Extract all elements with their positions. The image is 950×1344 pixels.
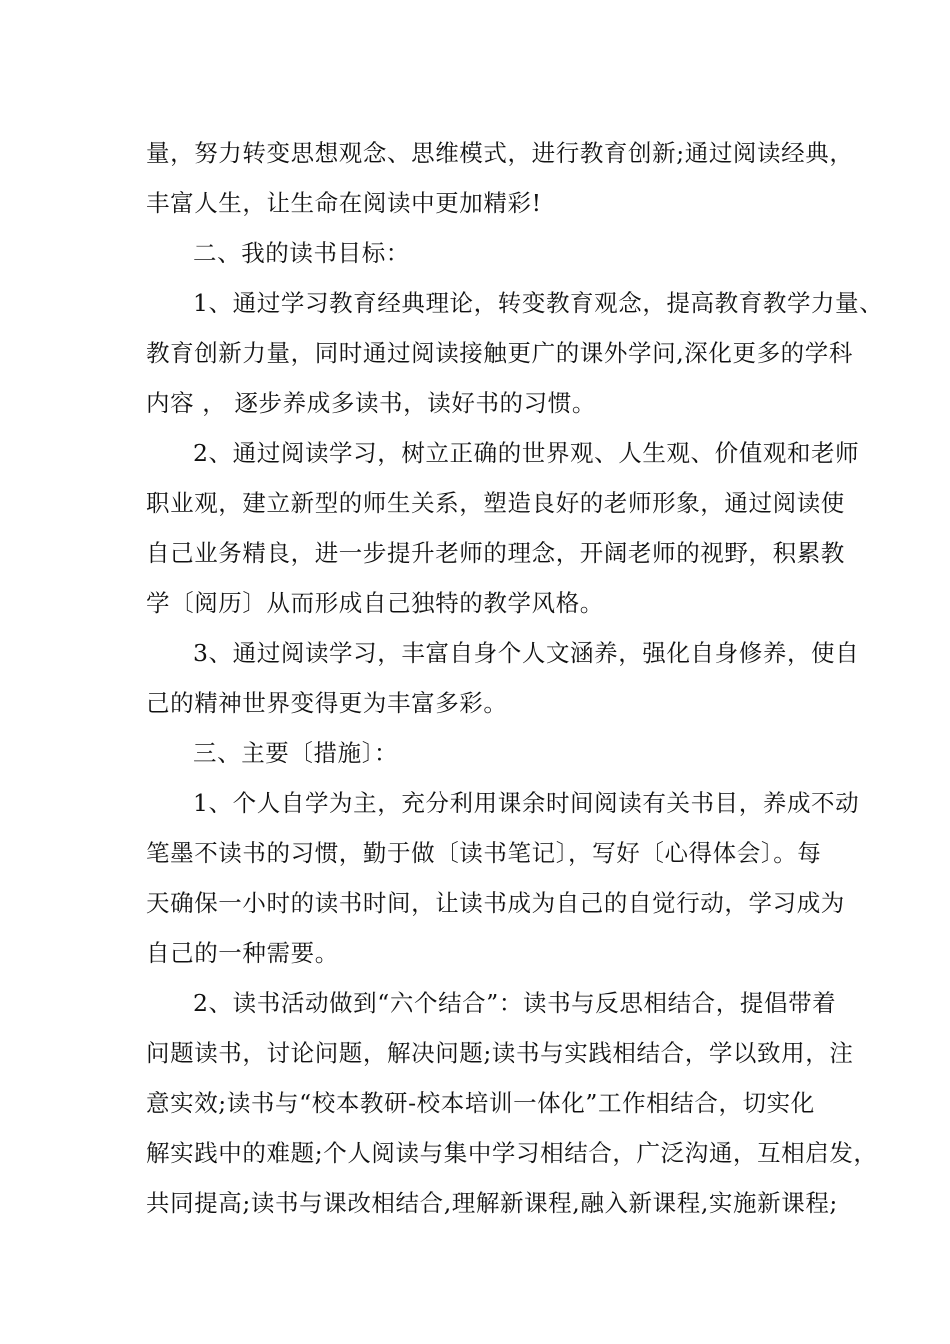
text-line: 学〔阅历〕从而形成自己独特的教学风格。 [146,589,604,617]
text-line: 内容 ， 逐步养成多读书，读好书的习惯。 [146,389,596,417]
text-line: 解实践中的难题;个人阅读与集中学习相结合，广泛沟通，互相启发， [146,1139,878,1167]
text-line: 己的精神世界变得更为丰富多彩。 [146,689,508,717]
text-line: 笔墨不读书的习惯，勤于做〔读书笔记〕，写好〔心得体会〕。每 [146,839,822,867]
text-line: 天确保一小时的读书时间，让读书成为自己的自觉行动，学习成为 [146,889,845,917]
section-heading: 二、我的读书目标： [193,239,410,267]
text-line: 丰富人生，让生命在阅读中更加精彩! [146,189,542,217]
text-line: 自己业务精良，进一步提升老师的理念，开阔老师的视野，积累教 [146,539,845,567]
text-line: 职业观，建立新型的师生关系，塑造良好的老师形象，通过阅读使 [146,489,845,517]
section-heading: 三、主要〔措施〕： [193,739,399,767]
text-line: 3、通过阅读学习，丰富自身个人文涵养，强化自身修养，使自 [193,639,860,667]
text-line: 1、通过学习教育经典理论，转变教育观念，提高教育教学力量、 [193,289,884,317]
text-line: 意实效;读书与“校本教研-校本培训一体化”工作相结合，切实化 [146,1089,815,1117]
text-line: 2、通过阅读学习，树立正确的世界观、人生观、价值观和老师 [193,439,860,467]
text-line: 量，努力转变思想观念、思维模式，进行教育创新;通过阅读经典， [146,139,854,167]
text-line: 共同提高;读书与课改相结合,理解新课程,融入新课程,实施新课程; [146,1189,838,1217]
text-line: 教育创新力量，同时通过阅读接触更广的课外学问,深化更多的学科 [146,339,853,367]
text-line: 自己的一种需要。 [146,939,339,967]
text-line: 问题读书，讨论问题，解决问题;读书与实践相结合，学以致用，注 [146,1039,854,1067]
text-line: 2、读书活动做到“六个结合”：读书与反思相结合，提倡带着 [193,989,837,1017]
document-body [146,128,884,1228]
text-line: 1、个人自学为主，充分利用课余时间阅读有关书目，养成不动 [193,789,860,817]
